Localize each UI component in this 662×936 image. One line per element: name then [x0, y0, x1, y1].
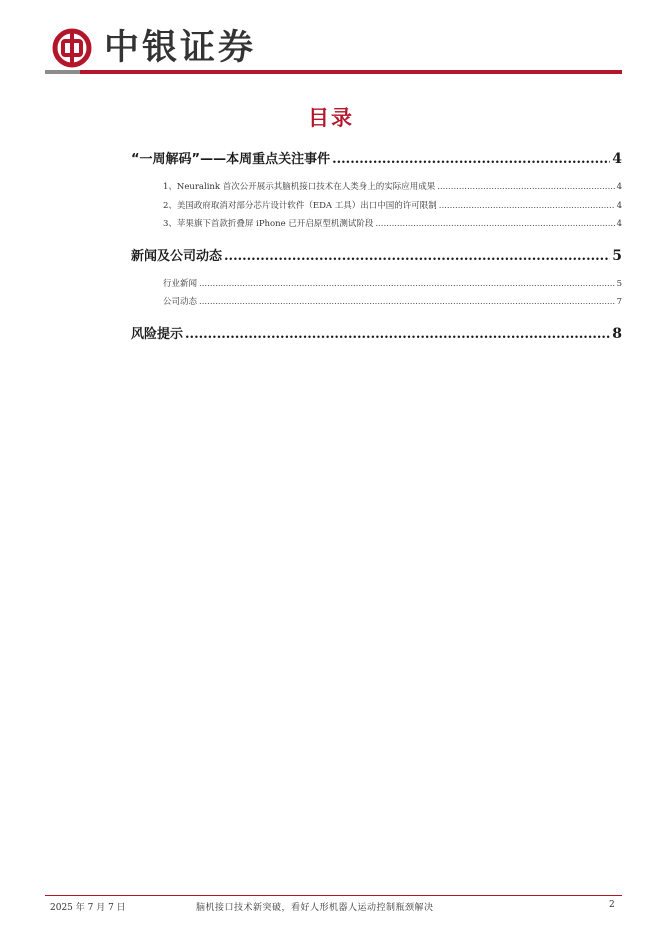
bank-of-china-logo-icon [52, 28, 92, 68]
toc-leader-dots [439, 201, 615, 211]
toc-entry-page: 4 [616, 201, 622, 211]
footer-divider [45, 895, 622, 896]
toc-entry-page: 4 [616, 182, 622, 192]
toc-entry-company-news[interactable] [163, 295, 622, 307]
toc-entry-weekly-decode[interactable] [131, 148, 622, 167]
footer-report-title: 脑机接口技术新突破，看好人形机器人运动控制瓶颈解决 [196, 903, 434, 913]
toc-entry-industry-news[interactable] [163, 277, 622, 289]
toc-entry-risk[interactable] [131, 323, 622, 342]
toc-entry-eda[interactable] [163, 199, 622, 211]
toc-entry-text: 1、Neuralink 首次公开展示其脑机接口技术在人类身上的实际应用成果 [163, 182, 436, 192]
page-header [0, 0, 662, 80]
toc-title: 目录 [308, 106, 354, 130]
toc-entry-page: 8 [612, 326, 622, 342]
toc-entry-foldable-iphone[interactable] [163, 217, 622, 229]
toc-entry-page: 4 [612, 151, 622, 167]
toc-leader-dots [199, 279, 615, 289]
toc-leader-dots [185, 327, 610, 342]
toc-leader-dots [224, 249, 610, 264]
toc-leader-dots [332, 152, 610, 167]
toc-entry-text: 3、苹果旗下首款折叠屏 iPhone 已开启原型机测试阶段 [163, 219, 374, 229]
toc-entry-text: 公司动态 [163, 297, 198, 307]
toc-entry-text: 新闻及公司动态 [131, 249, 223, 264]
toc-entry-text: 行业新闻 [163, 279, 198, 289]
toc-entry-page: 5 [612, 248, 622, 264]
toc-entry-news[interactable] [131, 245, 622, 264]
toc-entry-page: 4 [616, 219, 622, 229]
header-divider-red [80, 70, 622, 74]
toc-entry-text: “一周解码”——本周重点关注事件 [131, 152, 331, 167]
toc-leader-dots [375, 219, 614, 229]
toc-leader-dots [199, 297, 615, 307]
brand-name: 中银证券 [104, 28, 257, 68]
toc-entry-page: 5 [616, 279, 622, 289]
toc-entry-neuralink[interactable] [163, 180, 622, 192]
toc-leader-dots [437, 182, 614, 192]
footer-page-number: 2 [609, 900, 615, 910]
header-divider-grey [45, 70, 80, 74]
toc-entry-text: 风险提示 [131, 327, 184, 342]
toc-entry-text: 2、美国政府取消对部分芯片设计软件（EDA 工具）出口中国的许可限制 [163, 201, 437, 211]
footer-date: 2025 年 7 月 7 日 [50, 903, 126, 913]
toc-entry-page: 7 [616, 297, 622, 307]
